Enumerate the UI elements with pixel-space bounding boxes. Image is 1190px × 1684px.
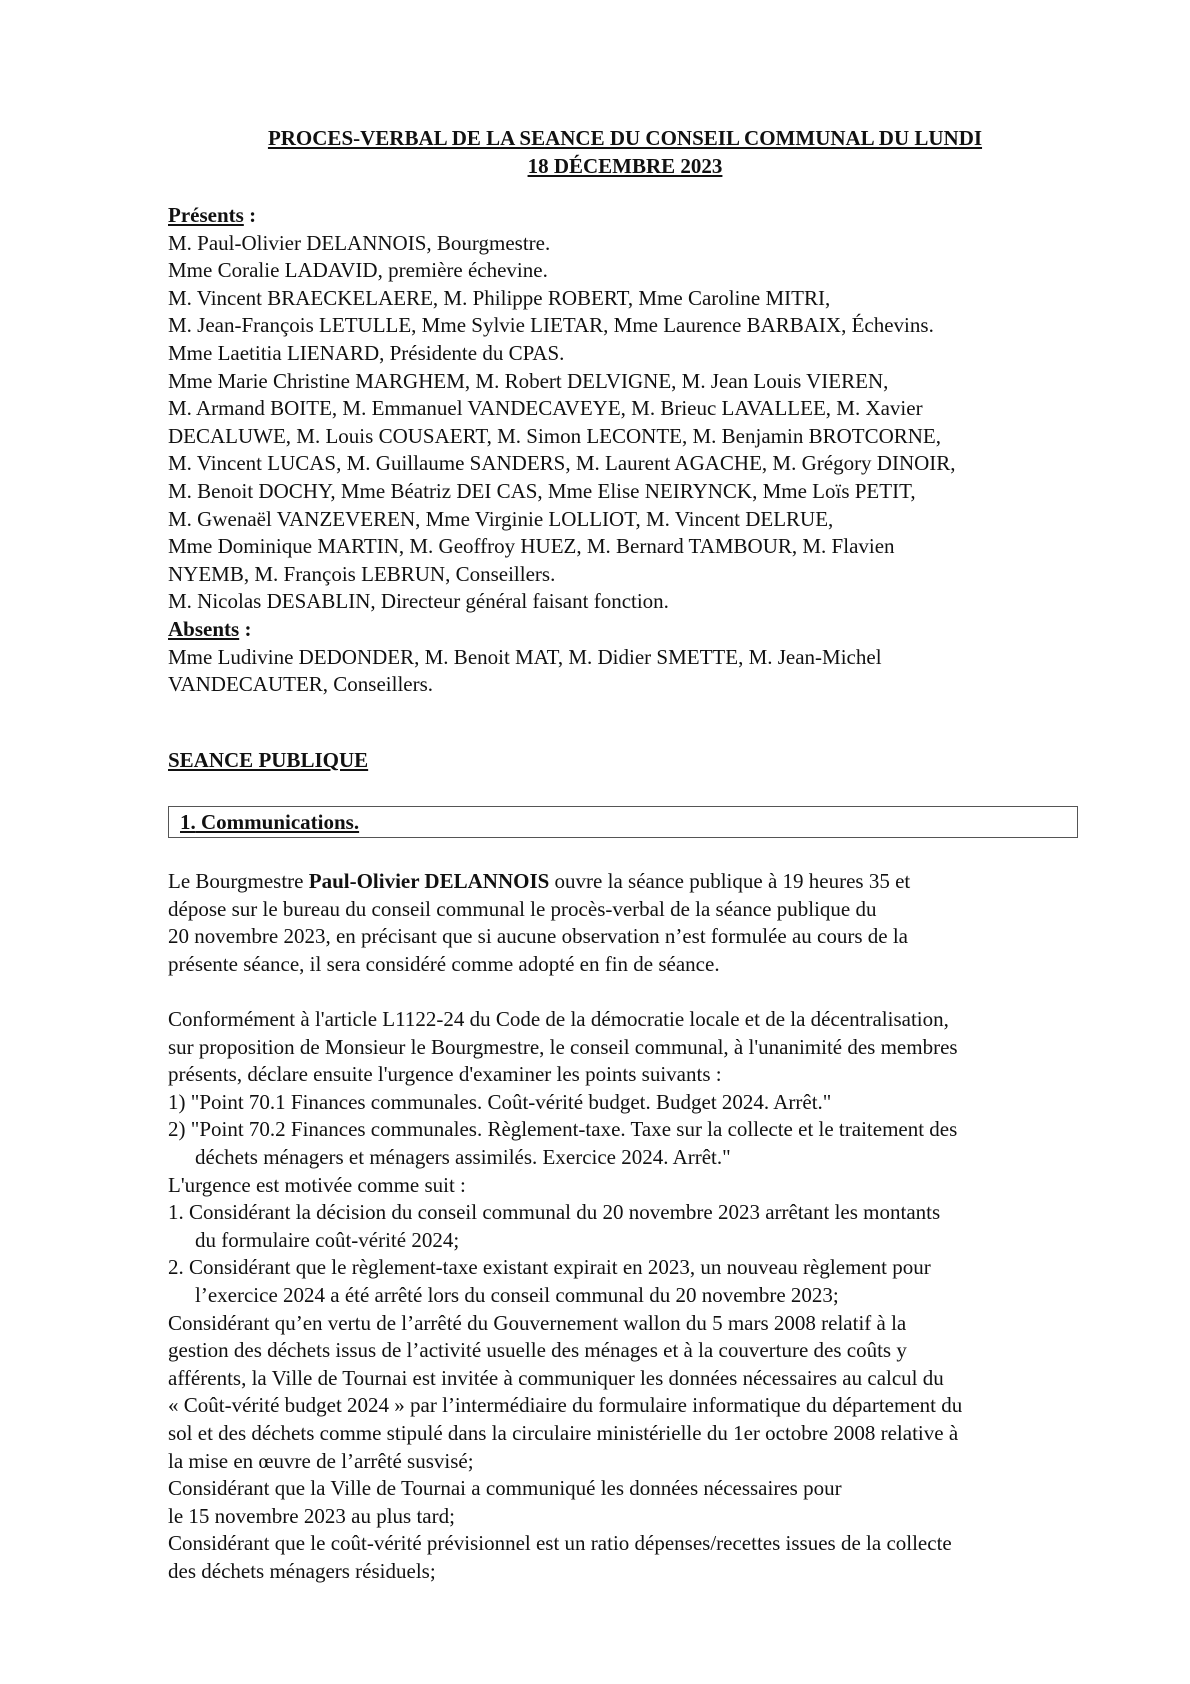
paragraph-line: 20 novembre 2023, en précisant que si aucune observation n’est formulée au cours de la [168, 924, 909, 949]
paragraph-line: Considérant que le coût-vérité prévisionnel est un ratio dépenses/recettes issues de la collecte [168, 1531, 952, 1556]
paragraph-line: L'urgence est motivée comme suit : [168, 1172, 466, 1197]
presents-line: Mme Laetitia LIENARD, Présidente du CPAS. [168, 340, 565, 365]
title-line-2: 18 DÉCEMBRE 2023 [527, 154, 723, 178]
paragraph-line: Le Bourgmestre Paul-Olivier DELANNOIS ouvre la séance publique à 19 heures 35 et [168, 869, 911, 893]
presents-line: M. Paul-Olivier DELANNOIS, Bourgmestre. [168, 230, 551, 255]
point-line: déchets ménagers et ménagers assimilés. Exercice 2024. Arrêt." [195, 1144, 731, 1169]
agenda-item-title: 1. Communications. [180, 810, 360, 834]
considerant-line: 1. Considérant la décision du conseil communal du 20 novembre 2023 arrêtant les montants [168, 1200, 941, 1225]
presents-line: Mme Marie Christine MARGHEM, M. Robert DELVIGNE, M. Jean Louis VIEREN, [168, 368, 889, 393]
considerant-line: 2. Considérant que le règlement-taxe existant expirait en 2023, un nouveau règlement pour [168, 1255, 931, 1280]
presents-line: M. Benoit DOCHY, Mme Béatriz DEI CAS, Mme Elise NEIRYNCK, Mme Loïs PETIT, [168, 478, 916, 503]
title-line-1: PROCES-VERBAL DE LA SEANCE DU CONSEIL COMMUNAL DU LUNDI [267, 126, 983, 150]
presents-line: M. Armand BOITE, M. Emmanuel VANDECAVEYE, M. Brieuc LAVALLEE, M. Xavier [168, 396, 923, 421]
paragraph-line: Considérant qu’en vertu de l’arrêté du Gouvernement wallon du 5 mars 2008 relatif à la [168, 1310, 907, 1335]
considerant-line: l’exercice 2024 a été arrêté lors du conseil communal du 20 novembre 2023; [195, 1282, 839, 1307]
presents-line: Mme Coralie LADAVID, première échevine. [168, 258, 548, 283]
paragraph-line: la mise en œuvre de l’arrêté susvisé; [168, 1448, 474, 1473]
presents-line: Mme Dominique MARTIN, M. Geoffroy HUEZ, M. Bernard TAMBOUR, M. Flavien [168, 534, 895, 559]
paragraph-line: le 15 novembre 2023 au plus tard; [168, 1503, 455, 1528]
presents-line: M. Jean-François LETULLE, Mme Sylvie LIETAR, Mme Laurence BARBAIX, Échevins. [168, 313, 934, 338]
point-line: 2) "Point 70.2 Finances communales. Règlement-taxe. Taxe sur la collecte et le traitement des [168, 1117, 958, 1142]
agenda-item-box [168, 806, 1078, 838]
absents-line: Mme Ludivine DEDONDER, M. Benoit MAT, M. Didier SMETTE, M. Jean-Michel [168, 644, 882, 669]
absents-line: VANDECAUTER, Conseillers. [168, 672, 434, 697]
document-title [150, 124, 1100, 180]
presents-line: M. Vincent BRAECKELAERE, M. Philippe ROBERT, Mme Caroline MITRI, [168, 285, 831, 310]
presents-heading: Présents : [168, 203, 257, 227]
paragraph-line: présente séance, il sera considéré comme adopté en fin de séance. [168, 951, 720, 976]
opening-paragraph [168, 868, 1078, 978]
paragraph-line: Considérant que la Ville de Tournai a communiqué les données nécessaires pour [168, 1476, 842, 1501]
paragraph-line: dépose sur le bureau du conseil communal le procès-verbal de la séance publique du [168, 896, 877, 921]
paragraph-line: gestion des déchets issus de l’activité usuelle des ménages et à la couverture des coûts y [168, 1338, 907, 1363]
presents-line: M. Vincent LUCAS, M. Guillaume SANDERS, M. Laurent AGACHE, M. Grégory DINOIR, [168, 451, 956, 476]
attendance-block [168, 202, 1098, 699]
paragraph-line: sur proposition de Monsieur le Bourgmestre, le conseil communal, à l'unanimité des membres [168, 1034, 958, 1059]
paragraph-line: Conformément à l'article L1122-24 du Code de la démocratie locale et de la décentralisation, [168, 1007, 949, 1031]
point-line: 1) "Point 70.1 Finances communales. Coût-vérité budget. Budget 2024. Arrêt." [168, 1089, 832, 1114]
considerant-line: du formulaire coût-vérité 2024; [195, 1227, 460, 1252]
presents-line: NYEMB, M. François LEBRUN, Conseillers. [168, 561, 556, 586]
paragraph-line: « Coût-vérité budget 2024 » par l’intermédiaire du formulaire informatique du département du [168, 1393, 963, 1418]
section-title: SEANCE PUBLIQUE [168, 748, 369, 772]
paragraph-line: afférents, la Ville de Tournai est invitée à communiquer les données nécessaires au calcul du [168, 1365, 944, 1390]
presents-line: M. Nicolas DESABLIN, Directeur général faisant fonction. [168, 589, 669, 614]
paragraph-line: des déchets ménagers résiduels; [168, 1558, 436, 1583]
presents-line: DECALUWE, M. Louis COUSAERT, M. Simon LECONTE, M. Benjamin BROTCORNE, [168, 423, 942, 448]
urgency-paragraph [168, 1006, 1078, 1585]
paragraph-line: présents, déclare ensuite l'urgence d'examiner les points suivants : [168, 1062, 722, 1087]
paragraph-line: sol et des déchets comme stipulé dans la circulaire ministérielle du 1er octobre 2008 relative à [168, 1420, 959, 1445]
absents-heading: Absents : [168, 616, 252, 641]
presents-line: M. Gwenaël VANZEVEREN, Mme Virginie LOLLIOT, M. Vincent DELRUE, [168, 506, 834, 531]
